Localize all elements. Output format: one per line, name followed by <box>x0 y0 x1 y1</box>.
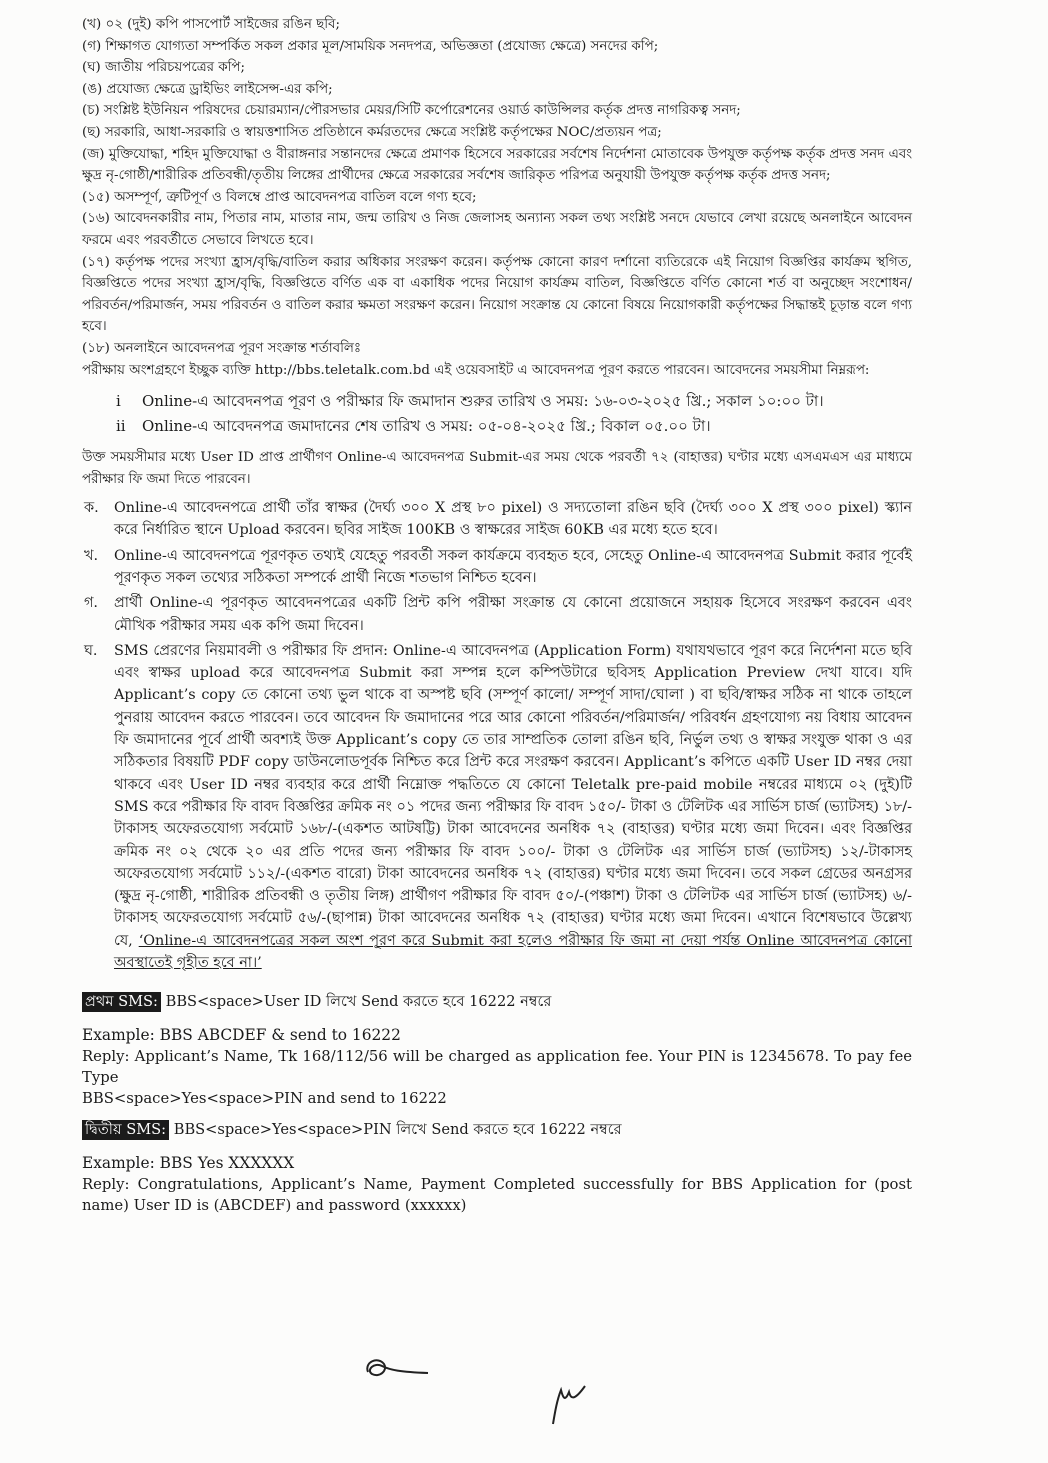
website-paragraph: পরীক্ষায় অংশগ্রহণে ইচ্ছুক ব্যক্তি http://bbs.teletalk.com.bd এই ওয়েবসাইট এ আবেদনপত্র পূরণ করতে পারবেন। আবেদনের সময়সীমা নিম্নরূপ: <box>82 362 870 378</box>
condition-kha <box>82 545 912 590</box>
first-sms-line <box>82 991 912 1012</box>
schedule-start <box>82 389 912 414</box>
condition-text: Online-এ আবেদনপত্রে পূরণকৃত তথ্যই যেহেতু পরবর্তী সকল কার্যক্রমে ব্যবহৃত হবে, সেহেতু Online-এ আবেদনপত্র Submit করার পূর্বেই পূরণকৃত সকল তথ্যের সঠিকতা সম্পর্কে প্রার্থী নিজে শতভাগ নিশ্চিত হবেন। <box>114 547 912 586</box>
item-umo: (ঙ) প্রযোজ্য ক্ষেত্রে ড্রাইভিং লাইসেন্স-এর কপি; <box>82 81 333 97</box>
important-notice: ‘Online-এ আবেদনপত্রের সকল অংশ পূরণ করে Submit করা হলেও পরীক্ষার ফি জমা না দেয়া পর্যন্ত Online আবেদনপত্র কোনো অবস্থাতেই গৃহীত হবে না।’ <box>114 932 912 972</box>
condition-ka <box>82 497 912 542</box>
second-sms-instruction: BBS<space>Yes<space>PIN লিখে Send করতে হবে 16222 নম্বরে <box>169 1121 622 1139</box>
second-sms-example: Example: BBS Yes XXXXXX <box>82 1154 295 1173</box>
condition-gha <box>82 640 912 974</box>
schedule-num: ii <box>116 417 126 436</box>
second-sms-reply: Reply: Congratulations, Applicant’s Name, Payment Completed successfully for BBS Application for (post name) User ID is (ABCDEF) and password (xxxxxx) <box>82 1176 912 1215</box>
clause-16: (১৬) আবেদনকারীর নাম, পিতার নাম, মাতার নাম, জন্ম তারিখ ও নিজ জেলাসহ অন্যান্য সকল তথ্য সংশ্লিষ্ট সনদে যেভাবে লেখা রয়েছে অনলাইনে আবেদন ফরমে এবং পরবর্তীতে সেভাবে লিখতে হবে। <box>82 211 912 248</box>
clause-15: (১৫) অসম্পূর্ণ, ত্রুটিপূর্ণ ও বিলম্বে প্রাপ্ত আবেদনপত্র বাতিল বলে গণ্য হবে; <box>82 189 477 205</box>
item-ga: (গ) শিক্ষাগত যোগ্যতা সম্পর্কিত সকল প্রকার মূল/সাময়িক সনদপত্র, অভিজ্ঞতা (প্রযোজ্য ক্ষেত্রে) সনদের কপি; <box>82 38 659 54</box>
schedule-text: Online-এ আবেদনপত্র পূরণ ও পরীক্ষার ফি জমাদান শুরুর তারিখ ও সময়: ১৬-০৩-২০২৫ খ্রি.; সকাল ১০:০০ টা। <box>142 392 824 411</box>
first-sms-instruction: BBS<space>User ID লিখে Send করতে হবে 16222 নম্বরে <box>160 993 552 1011</box>
fee-window-paragraph: উক্ত সময়সীমার মধ্যে User ID প্রাপ্ত প্রার্থীগণ Online-এ আবেদনপত্র Submit-এর সময় থেকে পরবর্তী ৭২ (বাহাত্তর) ঘণ্টার মধ্যে এসএমএস এর মাধ্যমে পরীক্ষার ফি জমা দিতে পারবেন। <box>82 450 912 488</box>
condition-text: প্রার্থী Online-এ পূরণকৃত আবেদনপত্রের একটি প্রিন্ট কপি পরীক্ষা সংক্রান্ত যে কোনো প্রয়োজনে সহায়ক হিসেবে সংরক্ষণ করবেন এবং মৌখিক পরীক্ষার সময় এক কপি জমা দিবেন। <box>114 595 912 634</box>
document-page <box>82 14 912 1216</box>
item-gha: (ঘ) জাতীয় পরিচয়পত্রের কপি; <box>82 60 245 76</box>
schedule-text: Online-এ আবেদনপত্র জমাদানের শেষ তারিখ ও সময়: ০৫-০৪-২০২৫ খ্রি.; বিকাল ০৫.০০ টা। <box>142 417 711 436</box>
condition-mark: ক. <box>84 500 99 517</box>
signature-2 <box>545 1372 605 1432</box>
condition-text: Online-এ আবেদনপত্রে প্রার্থী তাঁর স্বাক্ষর (দৈর্ঘ্য ৩০০ X প্রস্থ ৮০ pixel) ও সদ্যতোলা রঙিন ছবি (দৈর্ঘ্য ৩০০ X প্রস্থ ৩০০ pixel) স্ক্যান করে নির্ধারিত স্থানে Upload করবেন। ছবির সাইজ 100KB ও স্বাক্ষরের সাইজ 60KB এর মধ্যে হতে হবে। <box>114 500 912 539</box>
condition-ga <box>82 592 912 637</box>
clause-17: (১৭) কর্তৃপক্ষ পদের সংখ্যা হ্রাস/বৃদ্ধি/বাতিল করার অধিকার সংরক্ষণ করেন। কর্তৃপক্ষ কোনো কারণ দর্শানো ব্যতিরেকে এই নিয়োগ বিজ্ঞপ্তির কার্যক্রম স্থগিত, বিজ্ঞপ্তিতে পদের সংখ্যা হ্রাস/বৃদ্ধি, বিজ্ঞপ্তিতে বর্ণিত এক বা একাধিক পদের নিয়োগ কার্যক্রম বাতিল, বিজ্ঞপ্তিতে বর্ণিত কোনো শর্ত বা অনুচ্ছেদ সংশোধন/পরিবর্তন/পরিমার্জন, সময় পরিবর্তন ও বাতিল করার ক্ষমতা সংরক্ষণ করেন। নিয়োগ সংক্রান্ত যে কোনো বিষয়ে নিয়োগকারী কর্তৃপক্ষের সিদ্ধান্তই চূড়ান্ত বলে গণ্য হবে। <box>82 254 912 335</box>
condition-mark: গ. <box>84 595 99 612</box>
schedule-num: i <box>116 392 121 411</box>
condition-mark: খ. <box>84 547 99 564</box>
second-sms-line <box>82 1119 912 1140</box>
first-sms-reply-format: BBS<space>Yes<space>PIN and send to 16222 <box>82 1090 447 1108</box>
item-ja: (জ) মুক্তিযোদ্ধা, শহিদ মুক্তিযোদ্ধা ও বীরাঙ্গনার সন্তানদের ক্ষেত্রে প্রমাণক হিসেবে সরকারের সর্বশেষ নির্দেশনা মোতাবেক উপযুক্ত কর্তৃপক্ষ কর্তৃক প্রদত্ত সনদ এবং ক্ষুদ্র নৃ-গোষ্ঠী/শারীরিক প্রতিবন্ধী/তৃতীয় লিঙ্গের প্রার্থীদের ক্ষেত্রে সরকারের সর্বশেষ জারিকৃত পরিপত্র অনুযায়ী উপযুক্ত কর্তৃপক্ষ কর্তৃক প্রদত্ত সনদ; <box>82 146 912 184</box>
first-sms-example: Example: BBS ABCDEF & send to 16222 <box>82 1026 401 1045</box>
schedule-end <box>82 414 912 439</box>
sms-rules-text: SMS প্রেরণের নিয়মাবলী ও পরীক্ষার ফি প্রদান: Online-এ আবেদনপত্র (Application Form) যথাযথভাবে পূরণ করে নির্দেশনা মতে ছবি এবং স্বাক্ষর upload করে আবেদনপত্র Submit করা সম্পন্ন হলে কম্পিউটারে ছবিসহ Application Preview দেখা যাবে। যদি Applicant’s copy তে কোনো তথ্য ভুল থাকে বা অস্পষ্ট ছবি (সম্পূর্ণ কালো/ সম্পূর্ণ সাদা/ঘোলা ) বা ছবি/স্বাক্ষর সঠিক না থাকে তাহলে পুনরায় আবেদন করতে পারবেন। তবে আবেদন ফি জমাদানের পরে আর কোনো পরিবর্তন/পরিমার্জন/ পরিবর্ধন গ্রহণযোগ্য নয় বিধায় আবেদন ফি জমাদানের পূর্বে প্রার্থী অবশ্যই উক্ত Applicant’s copy তে তার সাম্প্রতিক তোলা রঙিন ছবি, নির্ভুল তথ্য ও স্বাক্ষর সংযুক্ত থাকা ও এর সঠিকতার বিষয়টি PDF copy ডাউনলোডপূর্বক নিশ্চিত করে প্রিন্ট করে সংরক্ষণ করবেন। Applicant’s কপিতে একটি User ID নম্বর দেয়া থাকবে এবং User ID নম্বর ব্যবহার করে প্রার্থী নিম্নোক্ত পদ্ধতিতে যে কোনো Teletalk pre-paid mobile নম্বরের মাধ্যমে ০২ (দুই)টি SMS করে পরীক্ষার ফি বাবদ বিজ্ঞপ্তির ক্রমিক নং ০১ পদের জন্য পরীক্ষার ফি বাবদ ১৫০/- টাকা ও টেলিটক এর সার্ভিস চার্জ (ভ্যাটসহ) ১৮/- টাকাসহ অফেরতযোগ্য সর্বমোট ১৬৮/-(একশত আটষট্টি) টাকা আবেদনের অনধিক ৭২ (বাহাত্তর) ঘণ্টার মধ্যে জমা দিবেন। এবং বিজ্ঞপ্তির ক্রমিক নং ০২ থেকে ২০ এর প্রতি পদের জন্য পরীক্ষার ফি বাবদ ১০০/- টাকা ও টেলিটক এর সার্ভিস চার্জ (ভ্যাটসহ) ১২/-টাকাসহ অফেরতযোগ্য সর্বমোট ১১২/-(একশত বারো) টাকা আবেদনের অনধিক ৭২ (বাহাত্তর) ঘণ্টার মধ্যে জমা দিবেন। তবে সকল গ্রেডের অনগ্রসর (ক্ষুদ্র নৃ-গোষ্ঠী, শারীরিক প্রতিবন্ধী ও তৃতীয় লিঙ্গ) প্রার্থীগণ পরীক্ষার ফি বাবদ ৫০/-(পঞ্চাশ) টাকা ও টেলিটক এর সার্ভিস চার্জ (ভ্যাটসহ) ৬/-টাকাসহ অফেরতযোগ্য সর্বমোট ৫৬/-(ছাপান্ন) টাকা আবেদনের অনধিক ৭২ (বাহাত্তর) ঘণ্টার মধ্যে জমা দিবেন। এখানে বিশেষভাবে উল্লেখ্য যে, <box>114 642 912 949</box>
condition-text <box>114 640 912 974</box>
item-chha: (ছ) সরকারি, আধা-সরকারি ও স্বায়ত্তশাসিত প্রতিষ্ঠানে কর্মরতদের ক্ষেত্রে সংশ্লিষ্ট কর্তৃপক্ষের NOC/প্রত্যয়ন পত্র; <box>82 124 662 140</box>
item-kha: (খ) ০২ (দুই) কপি পাসপোর্ট সাইজের রঙিন ছবি; <box>82 17 340 32</box>
second-sms-tag: দ্বিতীয় SMS: <box>82 1120 169 1140</box>
first-sms-reply: Reply: Applicant’s Name, Tk 168/112/56 will be charged as application fee. Your PIN is 12345678. To pay fee Type <box>82 1048 912 1087</box>
item-cha: (চ) সংশ্লিষ্ট ইউনিয়ন পরিষদের চেয়ারম্যান/পৌরসভার মেয়র/সিটি কর্পোরেশনের ওয়ার্ড কাউন্সিলর কর্তৃক প্রদত্ত নাগরিকত্ব সনদ; <box>82 103 741 119</box>
condition-mark: ঘ. <box>84 642 98 659</box>
signature-1 <box>360 1352 440 1392</box>
first-sms-tag: প্রথম SMS: <box>82 992 161 1012</box>
clause-18-heading: (১৮) অনলাইনে আবেদনপত্র পূরণ সংক্রান্ত শর্তাবলিঃ <box>82 340 362 356</box>
